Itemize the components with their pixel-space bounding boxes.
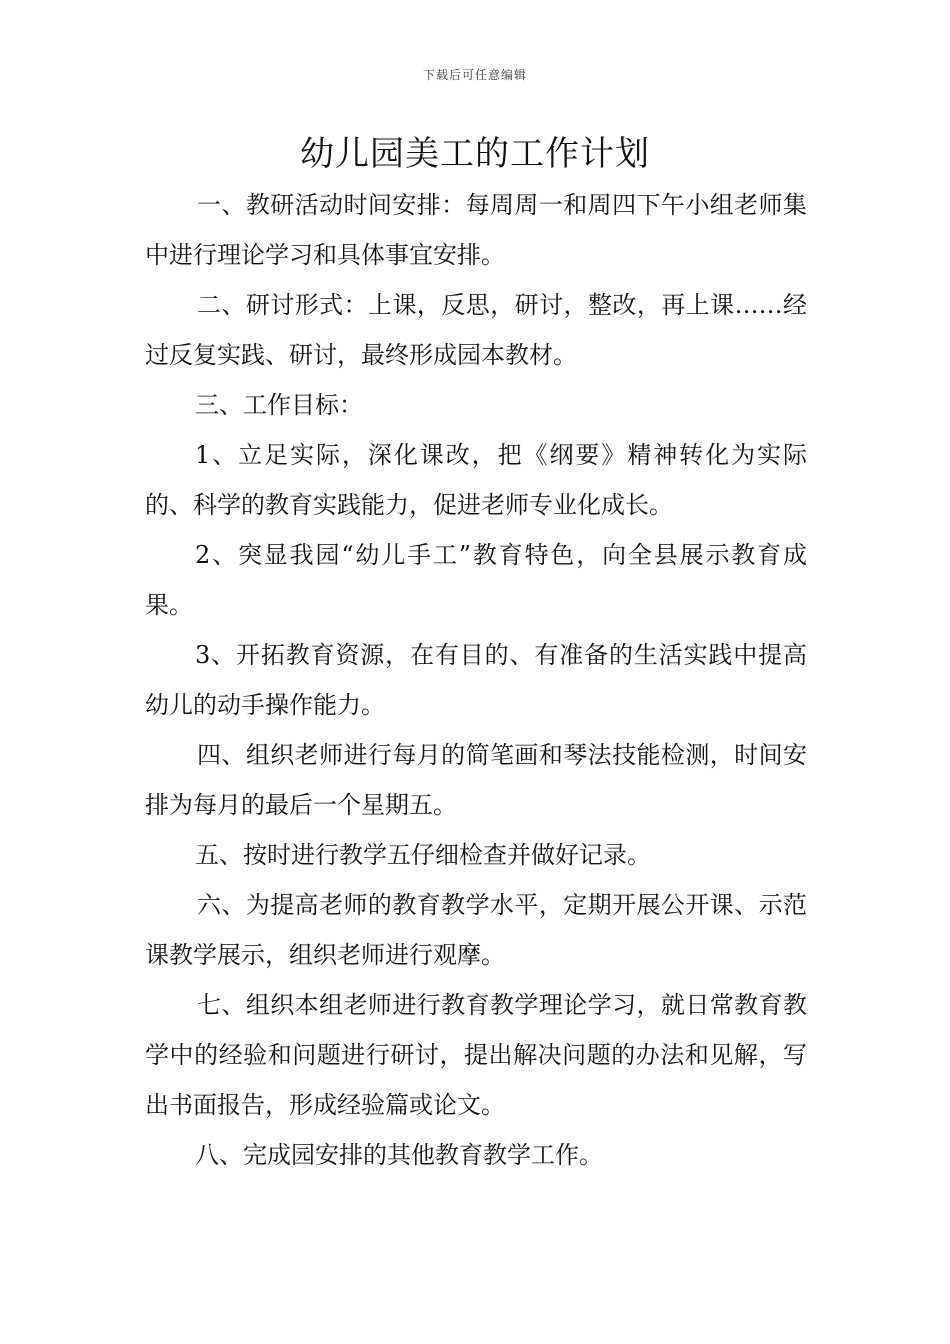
header-note: 下载后可任意编辑 bbox=[422, 68, 527, 82]
paragraph-teaching-checks: 五、按时进行教学五仔细检查并做好记录。 bbox=[195, 841, 651, 869]
paragraph-theory-study: 七、组织本组老师进行教育教学理论学习，就日常教育教学中的经验和问题进行研讨，提出解决问题的办法和见解，写出书面报告，形成经验篇或论文。 bbox=[145, 991, 807, 1119]
paragraph-open-classes: 六、为提高老师的教育教学水平，定期开展公开课、示范课教学展示，组织老师进行观摩。 bbox=[145, 891, 807, 969]
paragraph-work-goals-heading: 三、工作目标： bbox=[195, 391, 363, 419]
document-title: 幼儿园美工的工作计划 bbox=[300, 134, 650, 174]
paragraph-research-schedule: 一、教研活动时间安排：每周周一和周四下午小组老师集中进行理论学习和具体事宜安排。 bbox=[145, 191, 807, 269]
paragraph-other-work: 八、完成园安排的其他教育教学工作。 bbox=[195, 1141, 603, 1169]
paragraph-discussion-format: 二、研讨形式：上课，反思，研讨，整改，再上课……经过反复实践、研讨，最终形成园本教材。 bbox=[145, 291, 807, 369]
paragraph-goal-1: 1、立足实际，深化课改，把《纲要》精神转化为实际的、科学的教育实践能力，促进老师专业化成长。 bbox=[145, 441, 807, 519]
paragraph-goal-2: 2、突显我园“幼儿手工”教育特色，向全县展示教育成果。 bbox=[145, 541, 807, 619]
document-body bbox=[145, 180, 807, 1180]
paragraph-goal-3: 3、开拓教育资源，在有目的、有准备的生活实践中提高幼儿的动手操作能力。 bbox=[145, 641, 807, 719]
paragraph-skill-tests: 四、组织老师进行每月的简笔画和琴法技能检测，时间安排为每月的最后一个星期五。 bbox=[145, 741, 807, 819]
